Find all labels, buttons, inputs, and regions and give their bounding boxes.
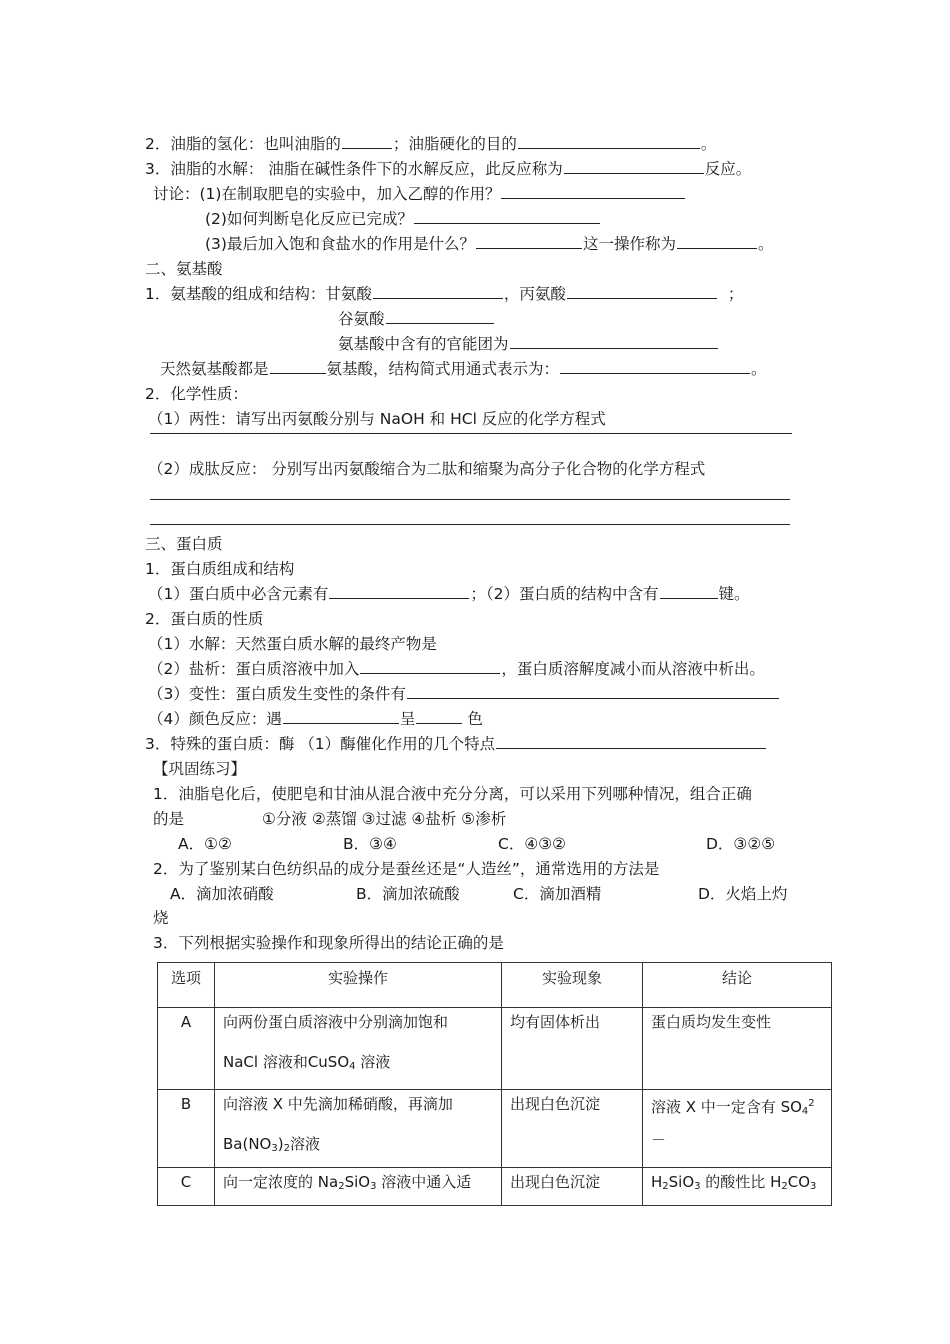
option-d[interactable]: D．火焰上灼	[698, 885, 788, 903]
answer-line-peptide-1[interactable]	[150, 499, 790, 500]
table-row-b[interactable]	[158, 1090, 832, 1168]
row-operation	[215, 1008, 501, 1081]
option-c[interactable]: C．滴加酒精	[513, 885, 602, 903]
blank-functional-groups[interactable]	[510, 333, 718, 349]
blank-operation-name[interactable]	[677, 233, 757, 249]
question-1-stem: 1．油脂皂化后，使肥皂和甘油从混合液中充分分离，可以采用下列哪种情况，组合正确	[153, 785, 752, 803]
experiment-table	[157, 962, 832, 1206]
text: 向一定浓度的 Na	[223, 1173, 339, 1191]
table-row-a[interactable]	[158, 1008, 832, 1090]
row-conclusion	[643, 1090, 831, 1154]
text: 向两份蛋白质溶液中分别滴加饱和	[223, 1013, 449, 1031]
text: 3	[271, 1143, 278, 1154]
text: 3．特殊的蛋白质：酶 （1）酶催化作用的几个特点	[145, 735, 496, 753]
line-natural-amino-acids	[160, 358, 767, 380]
blank-general-formula[interactable]	[560, 358, 750, 374]
blank-salting-reagent[interactable]	[360, 658, 500, 674]
text: ；（2）蛋白质的结构中含有	[470, 585, 659, 603]
text: Ba(NO	[223, 1135, 272, 1153]
line-chemical-properties: 2．化学性质：	[145, 385, 248, 403]
blank-color[interactable]	[416, 708, 462, 724]
blank-glycine[interactable]	[373, 283, 503, 299]
row-option: C	[180, 1173, 192, 1191]
line-functional-groups	[338, 333, 719, 355]
text: 3．油脂的水解： 油脂在碱性条件下的水解反应，此反应称为	[145, 160, 563, 178]
section-amino-acid-heading: 二、氨基酸	[145, 260, 223, 278]
text-line	[223, 1134, 493, 1159]
text: ①分液 ②蒸馏 ③过滤 ④盐析 ⑤渗析	[262, 810, 507, 828]
text: 溶液 X 中一定含有 SO	[651, 1098, 802, 1116]
text: 键。	[718, 585, 750, 603]
section-practice-heading: 【巩固练习】	[153, 760, 247, 778]
header-option: 选项	[158, 963, 215, 1008]
line-discussion-3	[205, 233, 774, 255]
row-operation	[215, 1168, 501, 1201]
blank-reaction-name[interactable]	[564, 158, 704, 174]
header-conclusion: 结论	[643, 963, 832, 1008]
text: 4	[801, 1106, 809, 1117]
text: （4）颜色反应：遇	[148, 710, 282, 728]
line-protein-hydrolysis: （1）水解：天然蛋白质水解的最终产物是	[148, 635, 437, 653]
line-denaturation	[148, 683, 780, 705]
line-salting-out	[148, 658, 765, 680]
text: 2	[283, 1143, 290, 1154]
line-amino-acid-structure	[145, 283, 743, 305]
text-line	[223, 1052, 493, 1077]
text: 氨基酸，结构简式用通式表示为：	[326, 360, 560, 378]
line-discussion-1	[153, 183, 686, 205]
text: 的是	[153, 810, 185, 828]
text: 讨论：(1)在制取肥皂的实验中，加入乙醇的作用？	[153, 185, 501, 203]
header-phenomenon: 实验现象	[502, 963, 643, 1008]
question-2-stem: 2．为了鉴别某白色纺织品的成分是蚕丝还是“人造丝”，通常选用的方法是	[153, 860, 660, 878]
option-a[interactable]: A．①②	[178, 835, 232, 853]
row-option: A	[180, 1013, 192, 1031]
row-phenomenon: 出现白色沉淀	[510, 1173, 601, 1191]
text: SiO	[668, 1173, 695, 1191]
table-row-c[interactable]	[158, 1168, 832, 1206]
row-option: B	[180, 1095, 192, 1113]
blank-glutamic-acid[interactable]	[386, 308, 494, 324]
text: 溶液	[355, 1053, 391, 1071]
text: 溶液中通入适	[376, 1173, 472, 1191]
blank-saponification-complete[interactable]	[414, 208, 600, 224]
blank-elements[interactable]	[329, 583, 469, 599]
text: 溶液	[289, 1135, 320, 1153]
text: 向溶液 X 中先滴加稀硝酸，再滴加	[223, 1095, 453, 1113]
question-1-options	[178, 833, 776, 855]
text: ，蛋白质溶解度减小而从溶液中析出。	[501, 660, 765, 678]
text: 4	[349, 1061, 356, 1072]
header-operation: 实验操作	[215, 963, 502, 1008]
text: 。	[751, 360, 767, 378]
text: H	[651, 1173, 663, 1191]
text: 。	[757, 235, 774, 253]
option-b[interactable]: B．③④	[343, 835, 397, 853]
line-protein-properties: 2．蛋白质的性质	[145, 610, 264, 628]
blank-hydrogenation-name[interactable]	[342, 133, 392, 149]
text: （2）盐析：蛋白质溶液中加入	[148, 660, 360, 678]
line-peptide-formation: （2）成肽反应： 分别写出丙氨酸缩合为二肽和缩聚为高分子化合物的化学方程式	[148, 460, 706, 478]
text: (2)如何判断皂化反应已完成？	[205, 210, 413, 228]
option-b[interactable]: B．滴加浓硫酸	[356, 885, 460, 903]
text: 2	[808, 1098, 815, 1109]
option-c[interactable]: C．④③②	[498, 835, 567, 853]
text: （3）变性：蛋白质发生变性的条件有	[148, 685, 406, 703]
text: 。	[700, 135, 717, 153]
line-protein-composition: 1．蛋白质组成和结构	[145, 560, 295, 578]
question-3-stem: 3．下列根据实验操作和现象所得出的结论正确的是	[153, 934, 504, 952]
line-hydrogenation	[145, 133, 716, 155]
line-amphoteric: （1）两性：请写出丙氨酸分别与 NaOH 和 HCl 反应的化学方程式	[148, 410, 606, 428]
text: 呈	[399, 710, 416, 728]
blank-hardening-purpose[interactable]	[518, 133, 700, 149]
row-operation	[215, 1090, 501, 1163]
text: －	[651, 1131, 667, 1149]
blank-bond-type[interactable]	[660, 583, 718, 599]
blank-color-reagent[interactable]	[283, 708, 399, 724]
text: 天然氨基酸都是	[160, 360, 269, 378]
answer-line-amphoteric[interactable]	[150, 433, 792, 434]
answer-line-peptide-2[interactable]	[150, 524, 790, 525]
text: 3	[370, 1181, 377, 1192]
line-color-reaction	[148, 708, 483, 730]
question-1-stem-cont	[153, 808, 506, 830]
section-protein-heading: 三、蛋白质	[145, 535, 223, 553]
blank-salt-role[interactable]	[476, 233, 582, 249]
blank-enzyme-features[interactable]	[496, 733, 766, 749]
row-phenomenon: 出现白色沉淀	[510, 1095, 601, 1113]
text-line	[651, 1094, 823, 1122]
text: 2．油脂的氢化：也叫油脂的	[145, 135, 341, 153]
text: 氨基酸中含有的官能团为	[338, 335, 509, 353]
text: CO	[787, 1173, 811, 1191]
option-a[interactable]: A．滴加浓硝酸	[170, 885, 274, 903]
text: 3	[810, 1181, 817, 1192]
text: )	[277, 1135, 284, 1153]
row-conclusion	[643, 1168, 831, 1201]
line-enzyme	[145, 733, 767, 755]
text: 的酸性比 H	[700, 1173, 782, 1191]
line-discussion-2	[205, 208, 601, 230]
text: ；	[727, 285, 744, 303]
blank-alpha-type[interactable]	[270, 358, 326, 374]
row-phenomenon: 均有固体析出	[510, 1013, 601, 1031]
table-header-row	[158, 963, 832, 1008]
line-protein-elements	[148, 583, 750, 605]
text: 反应。	[704, 160, 752, 178]
text: 2	[781, 1181, 788, 1192]
row-conclusion: 蛋白质均发生变性	[651, 1013, 772, 1031]
text: ；油脂硬化的目的	[392, 135, 517, 153]
option-d[interactable]: D．③②⑤	[706, 835, 776, 853]
text: 谷氨酸	[338, 310, 385, 328]
text: ，丙氨酸	[503, 285, 566, 303]
text: 3	[694, 1181, 701, 1192]
text: SiO	[344, 1173, 371, 1191]
text: 1．氨基酸的组成和结构：甘氨酸	[145, 285, 372, 303]
text: （1）蛋白质中必含元素有	[148, 585, 329, 603]
blank-denaturation-conditions[interactable]	[407, 683, 779, 699]
question-2-options-cont: 烧	[153, 909, 169, 927]
text: 2	[662, 1181, 669, 1192]
line-glutamic-acid	[338, 308, 495, 330]
line-hydrolysis	[145, 158, 751, 180]
text: 色	[467, 710, 483, 728]
blank-alanine[interactable]	[567, 283, 717, 299]
text: 2	[338, 1181, 345, 1192]
text: 这一操作称为	[582, 235, 676, 253]
question-2-options	[170, 883, 788, 905]
text: (3)最后加入饱和食盐水的作用是什么？	[205, 235, 475, 253]
text: NaCl 溶液和CuSO	[223, 1053, 350, 1071]
blank-ethanol-role[interactable]	[501, 183, 685, 199]
